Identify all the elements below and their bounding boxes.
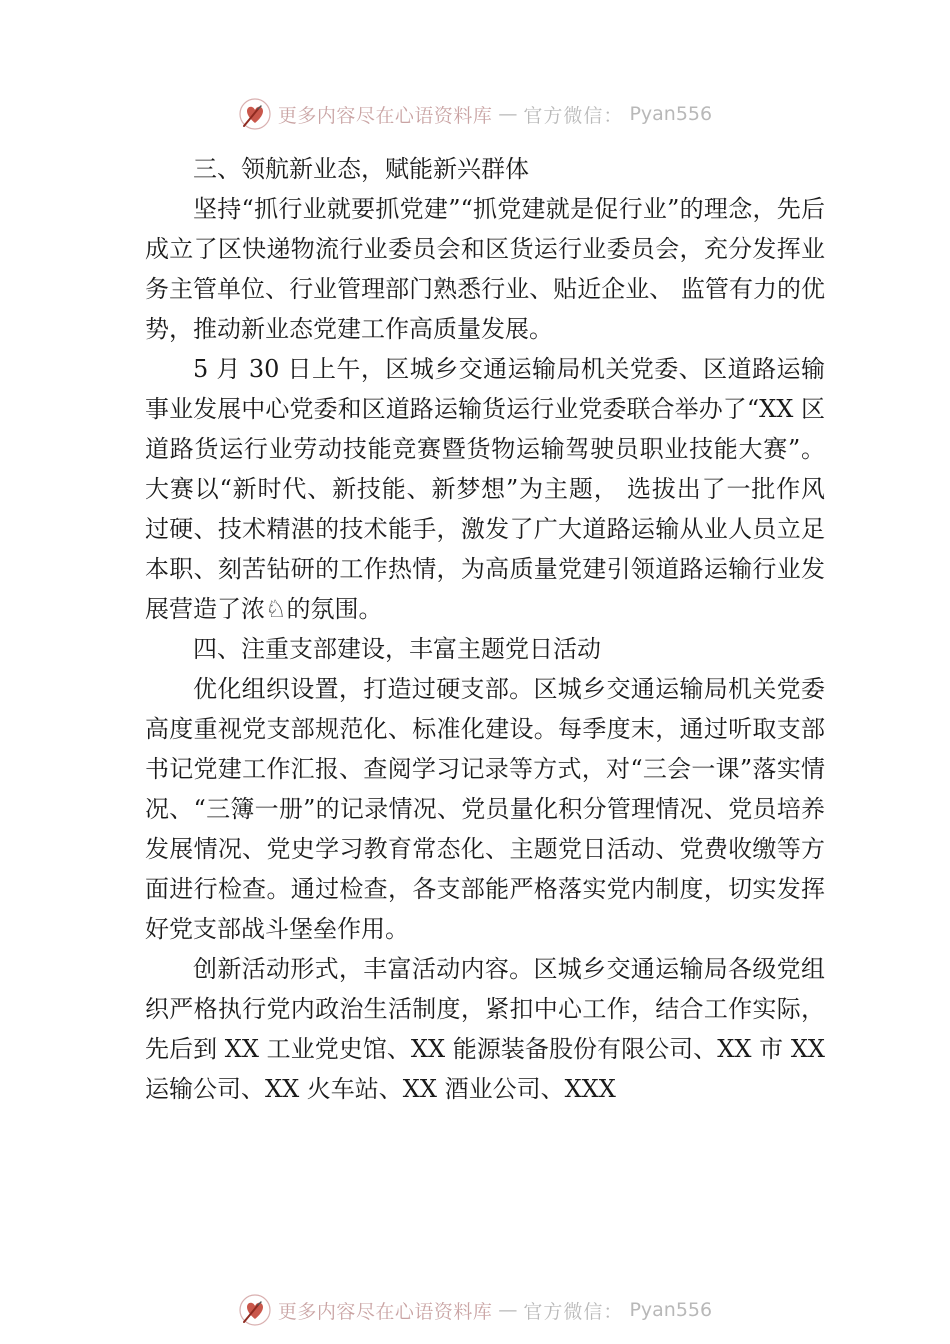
- paragraph: 优化组织设置，打造过硬支部。区城乡交通运输局机关党委高度重视党支部规范化、标准化建设。每季度末，通过听取支部书记党建工作汇报、查阅学习记录等方式，对“三会一课”落实情况、“三簿一册”的记录情况、党员量化积分管理情况、党员培养发展情况、党史学习教育常态化、主题党日活动、党费收缴等方面进行检查。通过检查，各支部能严格落实党内制度，切实发挥好党支部战斗堡垒作用。: [145, 675, 825, 943]
- heart-pen-logo-icon: [238, 97, 272, 131]
- paragraph: 坚持“抓行业就要抓党建”“抓党建就是促行业”的理念，先后成立了区快递物流行业委员会和区货运行业委员会，充分发挥业务主管单位、行业管理部门熟悉行业、贴近企业、 监管有力的优势，推动新业态党建工作高质量发展。: [145, 195, 825, 343]
- header-separator: —: [498, 103, 518, 125]
- footer-separator: —: [498, 1299, 518, 1321]
- footer-wechat-label: 官方微信：: [523, 1300, 624, 1323]
- footer-wechat-id: Pyan556: [629, 1299, 713, 1321]
- footer-banner: [0, 1290, 950, 1330]
- header-brand-text: 更多内容尽在心语资料库: [277, 104, 493, 127]
- footer-brand-text: 更多内容尽在心语资料库: [277, 1300, 493, 1323]
- heart-pen-logo-icon: [238, 1293, 272, 1327]
- header-wechat-id: Pyan556: [629, 103, 713, 125]
- paragraph: 5 月 30 日上午，区城乡交通运输局机关党委、区道路运输事业发展中心党委和区道路运输货运行业党委联合举办了“XX 区道路货运行业劳动技能竞赛暨货物运输驾驶员职业技能大赛”。大赛以“新时代、新技能、新梦想”为主题， 选拔出了一批作风过硬、技术精湛的技术能手，激发了广大道路运输从业人员立足本职、刻苦钻研的工作热情，为高质量党建引领道路运输行业发展营造了浓♘的氛围。: [145, 355, 825, 623]
- section-heading: 三、领航新业态，赋能新兴群体: [193, 155, 529, 183]
- section-heading: 四、注重支部建设，丰富主题党日活动: [193, 635, 601, 663]
- header-banner: [0, 94, 950, 134]
- document-body: [145, 149, 825, 1109]
- paragraph: 创新活动形式，丰富活动内容。区城乡交通运输局各级党组织严格执行党内政治生活制度，紧扣中心工作，结合工作实际，先后到 XX 工业党史馆、XX 能源装备股份有限公司、XX 市 XX 运输公司、XX 火车站、XX 酒业公司、XXX: [145, 955, 825, 1103]
- header-wechat-label: 官方微信：: [523, 104, 624, 127]
